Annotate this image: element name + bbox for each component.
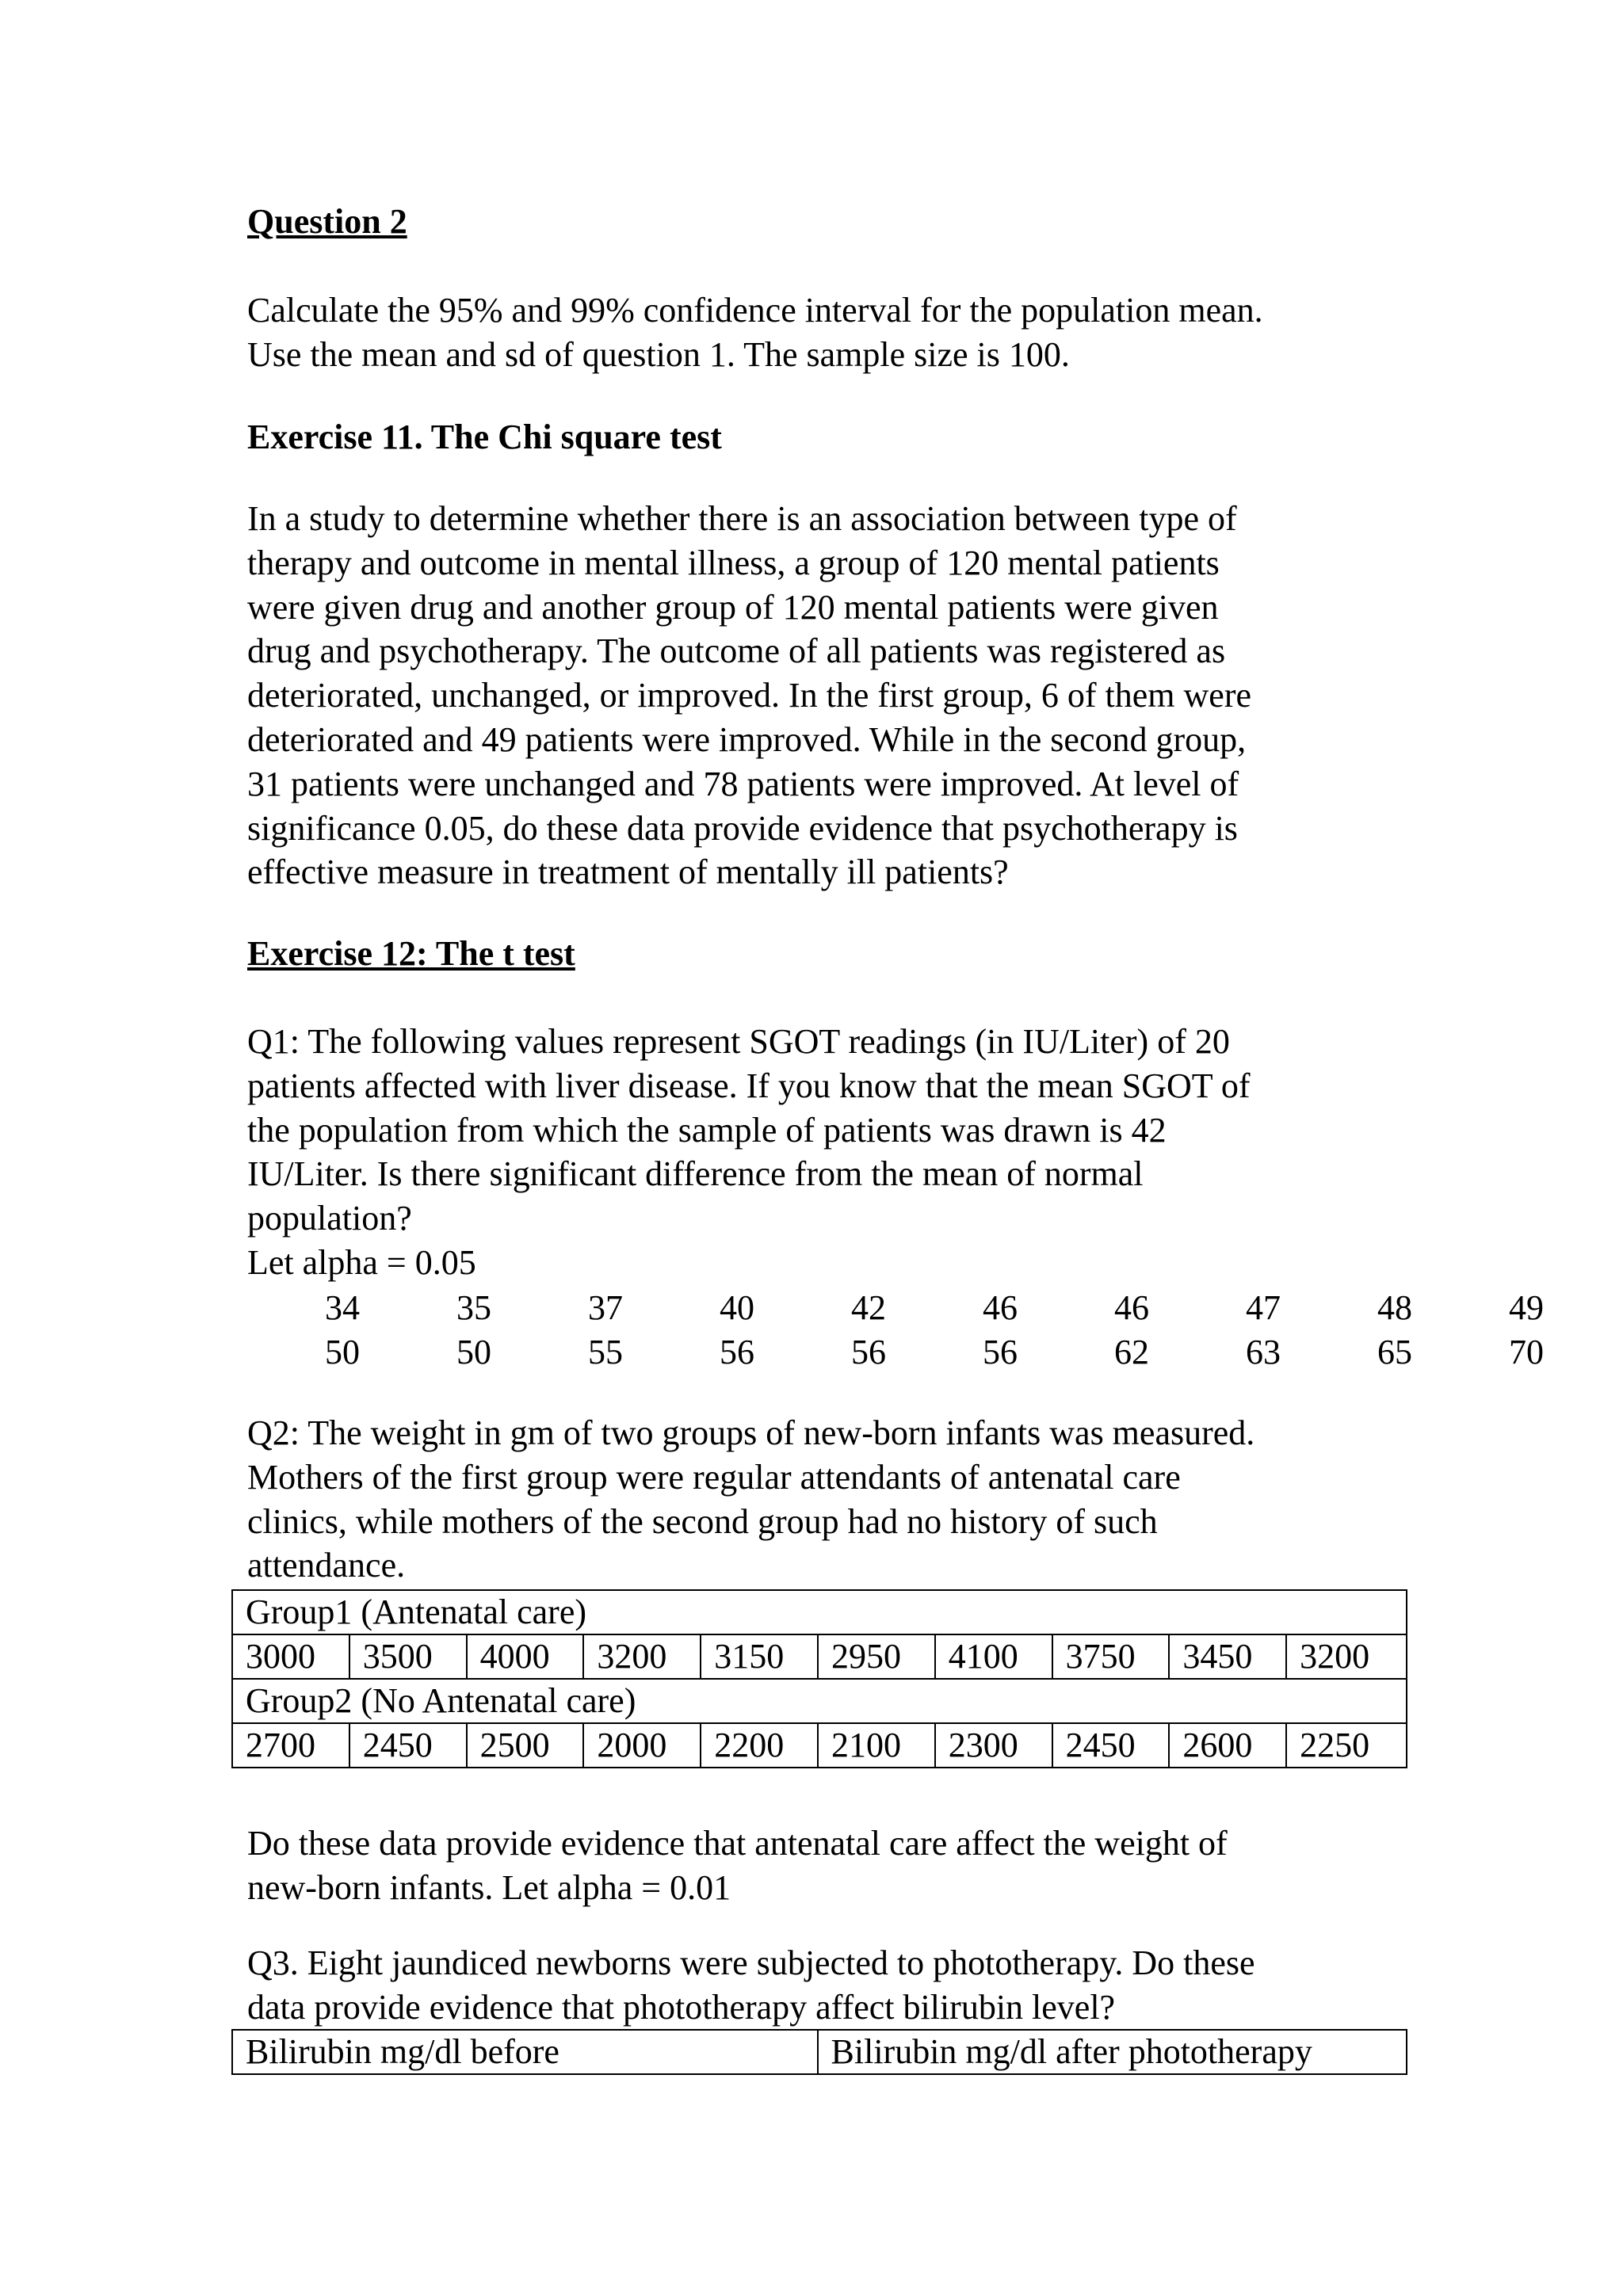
text-line: Do these data provide evidence that antenatal care affect the weight of <box>247 1824 1228 1863</box>
table-cell: 2450 <box>349 1723 467 1768</box>
text-line: drug and psychotherapy. The outcome of all patients was registered as <box>247 631 1226 671</box>
sgot-value: 50 <box>456 1333 491 1371</box>
table-cell: 3450 <box>1169 1634 1286 1679</box>
sgot-value: 42 <box>851 1288 886 1327</box>
sgot-value: 47 <box>1246 1288 1281 1327</box>
text-line: data provide evidence that phototherapy affect bilirubin level? <box>247 1987 1116 2027</box>
text-line: 31 patients were unchanged and 78 patients were improved. At level of <box>247 764 1239 803</box>
text-line: were given drug and another group of 120 mental patients were given <box>247 587 1219 627</box>
table-row <box>232 1723 1407 1768</box>
q2-text <box>247 1411 1436 1588</box>
table-cell: 2000 <box>583 1723 701 1768</box>
sgot-value: 56 <box>851 1333 886 1371</box>
text-line: Use the mean and sd of question 1. The sample size is 100. <box>247 334 1070 374</box>
sgot-value: 63 <box>1246 1333 1281 1371</box>
sgot-value: 34 <box>325 1288 360 1327</box>
sgot-value: 46 <box>983 1288 1018 1327</box>
table-cell: 2200 <box>701 1723 818 1768</box>
table-cell: 2250 <box>1286 1723 1407 1768</box>
sgot-value: 56 <box>983 1333 1018 1371</box>
text-line: significance 0.05, do these data provide evidence that psychotherapy is <box>247 808 1238 848</box>
text-line: Q1: The following values represent SGOT readings (in IU/Liter) of 20 <box>247 1022 1230 1061</box>
sgot-value: 48 <box>1377 1288 1412 1327</box>
sgot-values <box>0 1286 1623 1375</box>
text-line: patients affected with liver disease. If you know that the mean SGOT of <box>247 1066 1251 1105</box>
text-line: therapy and outcome in mental illness, a group of 120 mental patients <box>247 543 1220 582</box>
table-cell: 3150 <box>701 1634 818 1679</box>
table-row <box>232 2030 1407 2074</box>
table-cell: 2100 <box>818 1723 935 1768</box>
table-row <box>232 1634 1407 1679</box>
text-line: effective measure in treatment of mentally ill patients? <box>247 852 1009 892</box>
table-cell: 3200 <box>583 1634 701 1679</box>
sgot-value: 46 <box>1114 1288 1149 1327</box>
text-line: attendance. <box>247 1546 406 1585</box>
text-line: IU/Liter. Is there significant difference from the mean of normal <box>247 1154 1144 1194</box>
q3-text <box>247 1941 1436 2030</box>
table-row <box>232 1590 1407 1634</box>
table-cell: 3200 <box>1286 1634 1407 1679</box>
sgot-value: 56 <box>720 1333 754 1371</box>
text-line: In a study to determine whether there is an association between type of <box>247 499 1237 538</box>
group1-label: Group1 (Antenatal care) <box>232 1590 1407 1634</box>
text-line: Q2: The weight in gm of two groups of new-born infants was measured. <box>247 1413 1255 1452</box>
table-cell: 3000 <box>232 1634 349 1679</box>
table-cell: 3500 <box>349 1634 467 1679</box>
q2-question <box>247 1821 1436 1910</box>
exercise11-title: Exercise 11. The Chi square test <box>247 418 722 456</box>
table-cell: 3750 <box>1052 1634 1170 1679</box>
question2-title: Question 2 <box>247 202 407 241</box>
sgot-value: 55 <box>588 1333 623 1371</box>
exercise12-title: Exercise 12: The t test <box>247 934 575 973</box>
column-header-after: Bilirubin mg/dl after phototherapy <box>818 2030 1407 2074</box>
table-cell: 2500 <box>467 1723 584 1768</box>
text-line: deteriorated and 49 patients were improved. While in the second group, <box>247 719 1247 759</box>
table-cell: 4100 <box>935 1634 1052 1679</box>
text-line: deteriorated, unchanged, or improved. In the first group, 6 of them were <box>247 676 1252 715</box>
text-line: clinics, while mothers of the second group had no history of such <box>247 1501 1158 1541</box>
text-line: Calculate the 95% and 99% confidence interval for the population mean. <box>247 291 1263 330</box>
q1-text <box>247 1020 1436 1285</box>
group2-label: Group2 (No Antenatal care) <box>232 1679 1407 1723</box>
sgot-value: 65 <box>1377 1333 1412 1371</box>
text-line: Mothers of the first group were regular attendants of antenatal care <box>247 1457 1181 1497</box>
table-cell: 2450 <box>1052 1723 1170 1768</box>
text-line: Q3. Eight jaundiced newborns were subjected to phototherapy. Do these <box>247 1943 1255 1982</box>
table-cell: 4000 <box>467 1634 584 1679</box>
table-cell: 2600 <box>1169 1723 1286 1768</box>
text-line: population? <box>247 1199 412 1238</box>
sgot-value: 70 <box>1509 1333 1544 1371</box>
question2-text <box>247 288 1436 377</box>
table-row <box>232 1679 1407 1723</box>
sgot-value: 35 <box>456 1288 491 1327</box>
sgot-value: 62 <box>1114 1333 1149 1371</box>
text-line: Let alpha = 0.05 <box>247 1242 476 1282</box>
birth-weight-table <box>231 1589 1407 1768</box>
sgot-value: 49 <box>1509 1288 1544 1327</box>
sgot-value: 37 <box>588 1288 623 1327</box>
text-line: new-born infants. Let alpha = 0.01 <box>247 1867 731 1907</box>
sgot-value: 50 <box>325 1333 360 1371</box>
table-cell: 2950 <box>818 1634 935 1679</box>
column-header-before: Bilirubin mg/dl before <box>232 2030 818 2074</box>
bilirubin-table <box>231 2029 1407 2075</box>
table-cell: 2300 <box>935 1723 1052 1768</box>
exercise11-text <box>247 497 1436 894</box>
sgot-value: 40 <box>720 1288 754 1327</box>
table-cell: 2700 <box>232 1723 349 1768</box>
text-line: the population from which the sample of patients was drawn is 42 <box>247 1110 1167 1150</box>
